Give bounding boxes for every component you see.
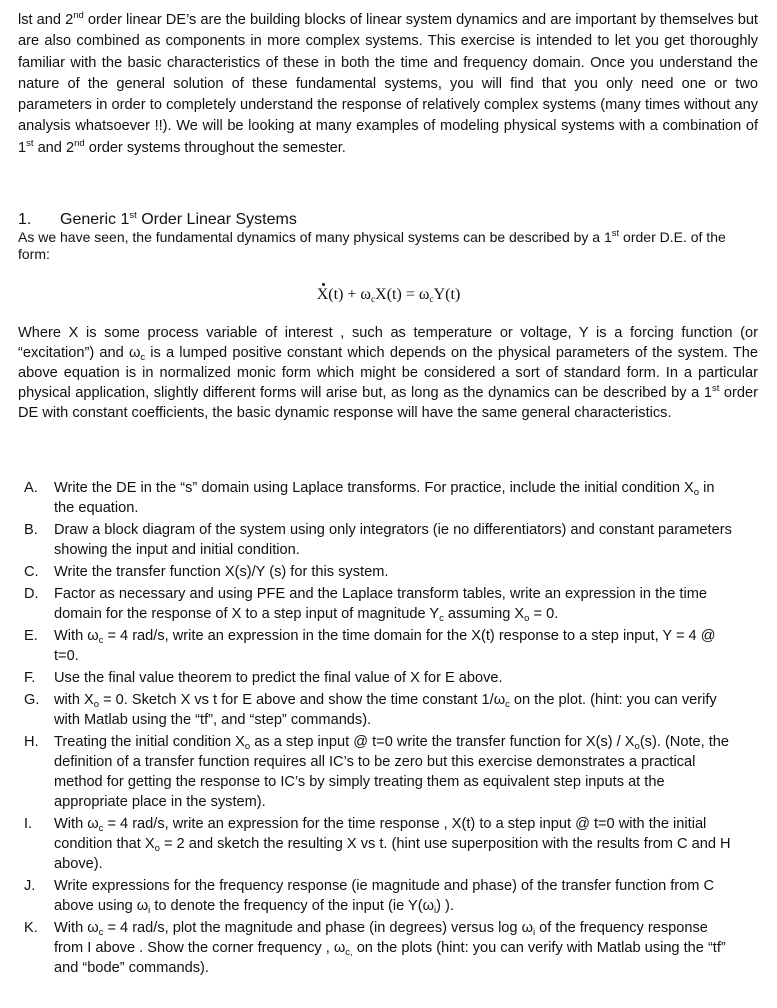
intro-text: lst and 2 (18, 12, 74, 28)
question-letter: I. (24, 816, 33, 832)
subscript: o (244, 741, 251, 752)
question-item (24, 626, 734, 666)
intro-superscript: nd (74, 137, 85, 149)
question-text: as a step input @ t=0 write the transfer function for X(s) / X (250, 734, 635, 750)
question-text: With ω (54, 816, 99, 832)
subscript: c (98, 635, 104, 646)
question-text: = 4 rad/s, write an expression in the time domain for the X(t) response to a step input, Y = 4 @ t=0. (54, 628, 716, 664)
question-text: of the frequency response from I above . Show the corner frequency , ω (54, 920, 708, 956)
intro-text: order systems throughout the semester. (84, 139, 346, 156)
section-lead-text: As we have seen, the fundamental dynamics of many physical systems can be described by a 1st order D.E. of the form: (18, 228, 726, 262)
subscript: o (154, 843, 160, 854)
intro-superscript: nd (73, 10, 84, 21)
question-item (24, 876, 734, 916)
question-text: assuming X (443, 606, 525, 622)
question-item (24, 690, 734, 730)
question-letter: E. (24, 628, 38, 644)
question-item (24, 732, 734, 812)
subscript: c (98, 823, 104, 834)
question-text: (s). (Note, the definition of a transfer function requires all IC’s to be zero but this exercise demonstrates a practical method for getting the response to IC’s by simply treating them as equivalent step inputs at the appropriate place in the system). (54, 734, 730, 810)
question-item (24, 814, 734, 874)
question-text: Factor as necessary and using PFE and the Laplace transform tables, write an expression in the time domain for the response of X to a step input of magnitude Y (54, 586, 707, 622)
subscript: c, (345, 947, 353, 958)
question-text: ) ). (436, 898, 454, 914)
question-list (24, 478, 734, 980)
subscript: c (505, 699, 510, 710)
subscript: o (524, 613, 530, 624)
question-text: Write expressions for the frequency response (ie magnitude and phase) of the transfer function from C above using ω (54, 878, 715, 914)
subscript: o (634, 741, 640, 752)
section-heading (18, 210, 297, 230)
question-text: Draw a block diagram of the system using only integrators (ie no differentiators) and constant parameters showing the input and initial condition. (54, 522, 732, 558)
question-text: = 4 rad/s, plot the magnitude and phase (in degrees) versus log ω (103, 920, 533, 936)
question-letter: K. (24, 920, 38, 936)
question-letter: H. (24, 734, 39, 750)
question-letter: G. (24, 692, 40, 708)
intro-paragraph (18, 10, 758, 159)
question-text: Write the transfer function X(s)/Y (s) for this system. (54, 564, 389, 580)
question-letter: J. (24, 878, 36, 894)
question-text: on the plot. (hint: you can verify with Matlab using the “tf”, and “step” commands). (54, 692, 717, 728)
subscript: c (98, 927, 104, 938)
subscript: i (533, 927, 536, 938)
question-letter: D. (24, 586, 39, 602)
question-text: = 0. (529, 606, 559, 622)
subscript: i (434, 905, 437, 916)
question-item (24, 478, 734, 518)
question-item (24, 520, 734, 560)
question-text: With ω (54, 920, 99, 936)
question-letter: A. (24, 480, 38, 496)
section-number: 1. (18, 211, 32, 228)
question-item (24, 584, 734, 624)
question-text: With ω (54, 628, 99, 644)
intro-superscript: st (26, 137, 34, 149)
question-letter: F. (24, 670, 36, 686)
question-text: Treating the initial condition X (54, 734, 245, 750)
differential-equation: $X(t) + \omega_cX(t) = \omega_cY(t)$ (316, 286, 461, 305)
question-text: on the plots (hint: you can verify with Matlab using the “tf” and “bode” commands). (54, 940, 726, 976)
question-text: with X (54, 692, 94, 708)
question-letter: B. (24, 522, 38, 538)
question-text: = 0. Sketch X vs t for E above and show the time constant 1/ω (99, 692, 506, 708)
question-item (24, 562, 734, 582)
subscript: i (148, 905, 151, 916)
question-text: Write the DE in the “s” domain using Laplace transforms. For practice, include the initial condition X (54, 480, 694, 496)
question-text: to denote the frequency of the input (ie Y(ω (150, 898, 435, 914)
subscript: o (93, 699, 100, 710)
question-text: in the equation. (54, 480, 715, 516)
question-item (24, 668, 734, 688)
subscript: c (439, 613, 444, 624)
question-text: = 4 rad/s, write an expression for the time response , X(t) to a step input @ t=0 with the initial condition that X (54, 816, 707, 852)
question-letter: C. (24, 564, 39, 580)
subscript: o (693, 487, 700, 498)
section-title: Generic 1st Order Linear Systems (60, 210, 297, 228)
x-dot-symbol: X (316, 286, 329, 303)
body-paragraph: Where X is some process variable of interest , such as temperature or voltage, Y is a forcing function (or “excitation”) and $\omega_c$ is a lumped positive constant which depends on the physical parameters of the system. The above equation is in normalized monic form which might be considered a sort of standard form. In a particular physical application, slightly different forms will arise but, as long as the dynamics can be described by a 1st order DE with constant coefficients, the basic dynamic response will have the same general characteristics. (18, 325, 758, 421)
question-item (24, 918, 734, 978)
intro-text: order linear DE’s are the building blocks of linear system dynamics and are important by themselves but are also combined as components in more complex systems. This exercise is intended to let you get thoroughly familiar with the basic characteristics of these in both the time and frequency domain. Once you understand the nature of the general solution of these fundamental systems, you will find that you only need one or two parameters in order to completely understand the response of relatively complex systems (many times without any analysis whatsoever !!). We will be looking at many examples of modeling physical systems with a combination of 1 (18, 12, 758, 156)
question-text: = 2 and sketch the resulting X vs t. (hint use superposition with the results from C and H above). (54, 836, 731, 872)
intro-text: and 2 (33, 139, 75, 156)
question-text: Use the final value theorem to predict the final value of X for E above. (54, 670, 503, 686)
